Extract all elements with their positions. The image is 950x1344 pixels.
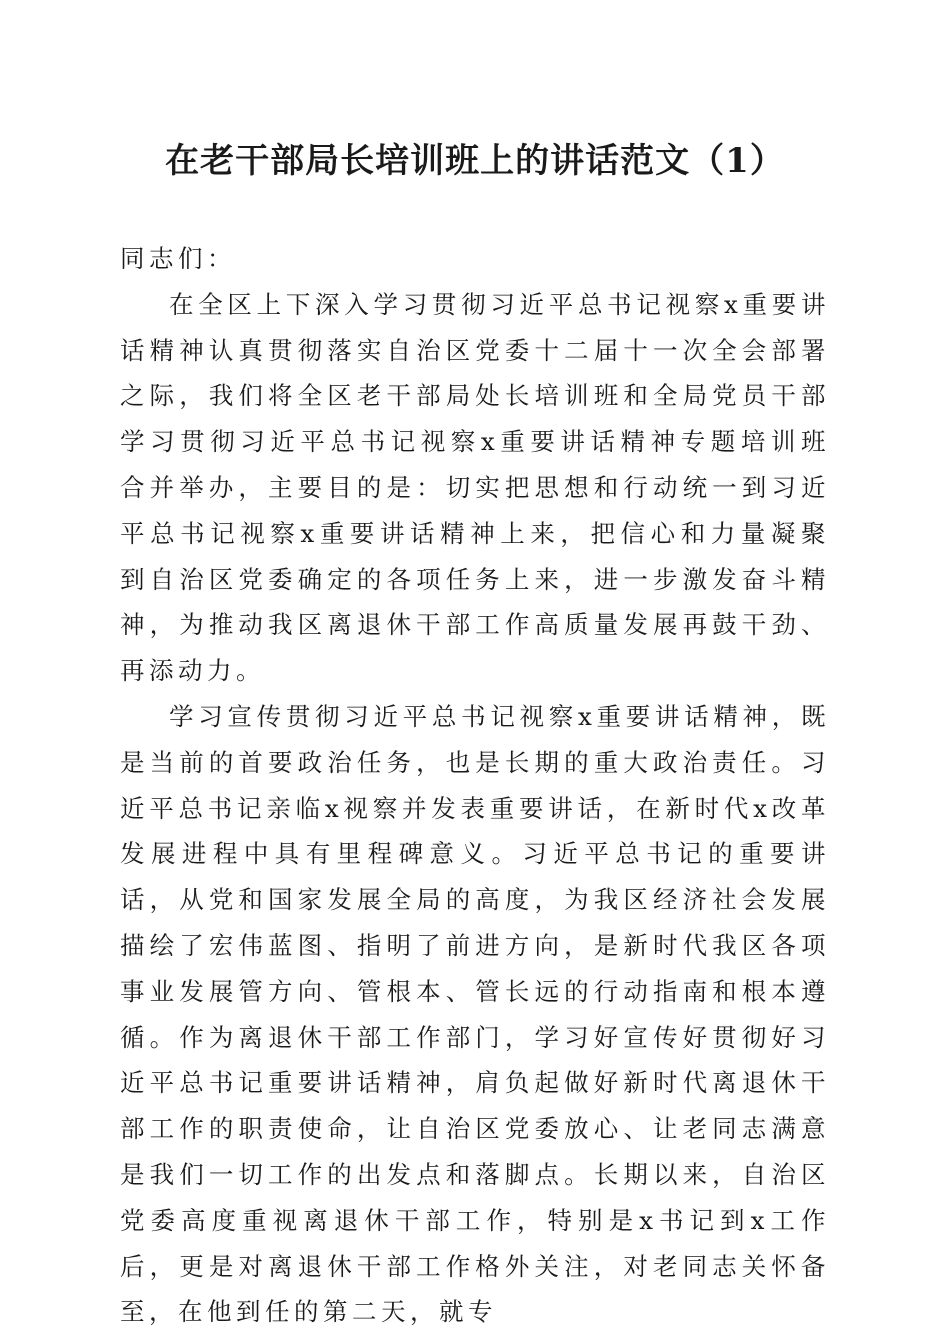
paragraph-1: 在全区上下深入学习贯彻习近平总书记视察x重要讲话精神认真贯彻落实自治区党委十二届十一次全会部署之际，我们将全区老干部局处长培训班和全局党员干部学习贯彻习近平总书记视察x重要讲话精神专题培训班合并举办，主要目的是：切实把思想和行动统一到习近平总书记视察x重要讲话精神上来，把信心和力量凝聚到自治区党委确定的各项任务上来，进一步激发奋斗精神，为推动我区离退休干部工作高质量发展再鼓干劲、再添动力。: [120, 289, 830, 686]
paragraph-2: 学习宣传贯彻习近平总书记视察x重要讲话精神，既是当前的首要政治任务，也是长期的重大政治责任。习近平总书记亲临x视察并发表重要讲话，在新时代x改革发展进程中具有里程碑意义。习近平总书记的重要讲话，从党和国家发展全局的高度，为我区经济社会发展描绘了宏伟蓝图、指明了前进方向，是新时代我区各项事业发展管方向、管根本、管长远的行动指南和根本遵循。作为离退休干部工作部门，学习好宣传好贯彻好习近平总书记重要讲话精神，肩负起做好新时代离退休干部工作的职责使命，让自治区党委放心、让老同志满意是我们一切工作的出发点和落脚点。长期以来，自治区党委高度重视离退休干部工作，特别是x书记到x工作后，更是对离退休干部工作格外关注，对老同志关怀备至，在他到任的第二天，就专: [120, 701, 830, 1327]
salutation: 同志们：: [120, 244, 236, 273]
document-body: [120, 236, 830, 1335]
document-title: 在老干部局长培训班上的讲话范文（1）: [165, 141, 785, 181]
